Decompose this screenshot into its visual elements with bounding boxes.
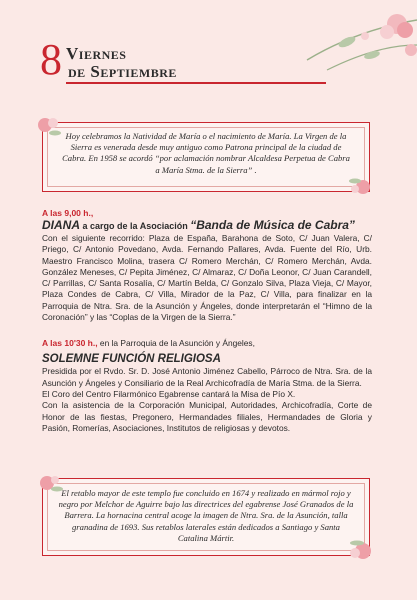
event-diana (42, 208, 372, 323)
header-month: de Septiembre (68, 62, 177, 81)
event-funcion (42, 333, 372, 434)
event-description: El Coro del Centro Filarmónico Egabrense cantará la Misa de Pío X. (42, 388, 296, 399)
program-content (42, 208, 372, 434)
event-description: Con la asistencia de la Corporación Municipal, Autoridades, Archicofradía, Corte de Honor de las fiestas, Pregonero, Hermandades filiales, Hermandades de Gloria y Pasión, Romerías, Asociaciones, Institutos de religiosas y devotos. (42, 400, 372, 433)
event-title-quote: “Banda de Música de Cabra” (190, 218, 355, 232)
event-time: A las 10'30 h., (42, 338, 98, 349)
intro-box (42, 122, 370, 192)
event-location: en la Parroquia de la Asunción y Ángeles, (97, 338, 255, 349)
header-weekday: Viernes (66, 44, 127, 63)
corner-flower-icon (347, 175, 375, 197)
header-divider (66, 82, 326, 84)
event-title: SOLEMNE FUNCIÓN RELIGIOSA (42, 353, 221, 366)
event-description: Presidida por el Rvdo. Sr. D. José Antonio Jiménez Cabello, Párroco de Ntra. Sra. de la Asunción y Ángeles y Consiliario de la Real Archicofradía de María Stma. de la Sierra. (42, 366, 372, 388)
closing-text: El retablo mayor de este templo fue concluido en 1674 y realizado en mármol rojo y negro por Melchor de Aguirre bajo las directrices del egabrense José Granados de la Barrera. La hornacina central acoge la imagen de Ntra. Sra. de la Asunción, talla granadina de 1693. Sus retablos laterales están dedicados a Santiago y Santa Catalina Mártir. (58, 488, 354, 543)
closing-box (42, 478, 370, 556)
event-time: A las 9,00 h., (42, 208, 94, 218)
event-title-main: DIANA (42, 218, 80, 232)
day-number: 8 (40, 35, 62, 84)
event-title (42, 219, 372, 233)
page-header (40, 35, 380, 88)
event-description: Con el siguiente recorrido: Plaza de España, Barahona de Soto, C/ Juan Valera, C/ Priego, C/ Antonio Povedano, Avda. Fernando Pallares, Avda. Fuente del Río, Urb. Maestro Francisco Molina, trasera C/ Romero Merchán, C/ Romero Merchán, Avda. González Meneses, C/ Pepita Jiménez, C/ Almaraz, C/ Doña Leonor, C/ Juan Carandell, C/ Parrillas, C/ Santa Rosalía, C/ Martín Belda, C/ Gonzalo Silva, Plaza Vieja, C/ Mayor, Plaza Condes de Cabra, C/ Villa, Mirador de la Paz, C/ Villa, para finalizar en la Parroquia de Ntra. Sra. de la Asunción y Ángeles, donde interpretarán el “Himno de la Coronación” y las “Coplas de la Virgen de la Sierra.” (42, 233, 372, 323)
intro-text: Hoy celebramos la Natividad de María o el nacimiento de María. La Virgen de la Sierra es venerada desde muy antiguo como Patrona principal de la ciudad de Cabra. En 1958 se acordó “por aclamación nombrar Alcaldesa Perpetua de Cabra a María Stma. de la Sierra” . (62, 131, 350, 175)
event-title-connector: a cargo de la Asociación (80, 221, 191, 231)
